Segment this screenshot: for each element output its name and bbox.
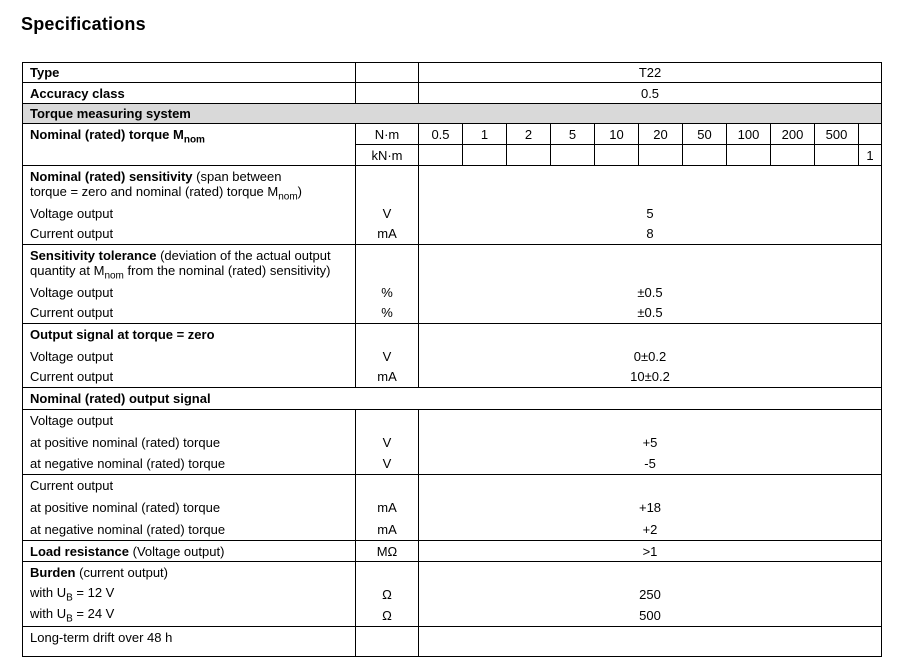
zero-signal-current-value: 10±0.2: [630, 369, 670, 385]
burden-12v-value: 250: [639, 586, 661, 602]
current-output-block-value-cell: [419, 475, 882, 497]
burden-24v-label-subscript: B: [66, 613, 73, 625]
row-section-torque-measuring-system: [23, 104, 882, 124]
tolerance-header-value-cell: [419, 245, 882, 282]
torque-value-cell: 1: [463, 124, 507, 145]
voltage-positive-unit: V: [356, 432, 419, 453]
current-negative-unit: mA: [356, 519, 419, 541]
row-current-positive: [23, 497, 882, 519]
row-load-resistance: [23, 541, 882, 562]
torque-value-cell: [771, 145, 815, 166]
torque-value-cell: [595, 145, 639, 166]
load-resistance-unit: MΩ: [356, 541, 419, 562]
nominal-torque-unit-knm: kN·m: [356, 145, 419, 166]
voltage-negative-label: at negative nominal (rated) torque: [23, 453, 356, 475]
torque-value-cell: 200: [771, 124, 815, 145]
current-negative-value: +2: [642, 521, 658, 537]
burden-24v-unit: Ω: [356, 605, 419, 627]
tolerance-current-value: ±0.5: [637, 305, 663, 321]
row-partial-bottom: [23, 627, 882, 657]
tolerance-current-unit: %: [356, 303, 419, 324]
burden-12v-label-subscript: B: [66, 592, 73, 604]
sensitivity-voltage-label: Voltage output: [23, 203, 356, 224]
load-resistance-label-rest: (Voltage output): [129, 543, 225, 559]
torque-value-cell: [639, 145, 683, 166]
row-zero-signal-voltage: [23, 346, 882, 367]
current-output-block-unit-cell: [356, 475, 419, 497]
tolerance-title-line2: quantity at M: [30, 263, 105, 279]
row-sensitivity-current: [23, 224, 882, 245]
voltage-output-block-unit-cell: [356, 410, 419, 432]
torque-value-cell: [507, 145, 551, 166]
sensitivity-current-unit: mA: [356, 224, 419, 245]
voltage-output-block-title: Voltage output: [23, 410, 356, 432]
voltage-negative-value: -5: [644, 455, 656, 471]
tolerance-current-label: Current output: [23, 303, 356, 324]
burden-header-value-cell: [419, 562, 882, 584]
partial-bottom-value-cell: [419, 627, 882, 657]
row-accuracy-class: [23, 83, 882, 104]
burden-12v-unit: Ω: [356, 584, 419, 605]
torque-value-cell: 50: [683, 124, 727, 145]
voltage-positive-value: +5: [642, 434, 658, 450]
zero-signal-current-label: Current output: [23, 367, 356, 388]
row-voltage-negative: [23, 453, 882, 475]
torque-section-header: Torque measuring system: [23, 104, 882, 124]
torque-value-cell: 5: [551, 124, 595, 145]
type-unit-cell: [356, 63, 419, 83]
tolerance-title-subscript: nom: [104, 270, 124, 282]
voltage-negative-unit: V: [356, 453, 419, 475]
sensitivity-header-value-cell: [419, 166, 882, 203]
torque-value-cell: [419, 145, 463, 166]
type-value: T22: [638, 65, 662, 80]
torque-value-cell: 2: [507, 124, 551, 145]
torque-value-cell: [727, 145, 771, 166]
tolerance-title: Sensitivity tolerance: [30, 248, 157, 264]
load-resistance-label: [23, 541, 356, 562]
sensitivity-voltage-unit: V: [356, 203, 419, 224]
row-sensitivity-header: [23, 166, 882, 203]
current-negative-label: at negative nominal (rated) torque: [23, 519, 356, 541]
zero-signal-voltage-unit: V: [356, 346, 419, 367]
sensitivity-title-line2: torque = zero and nominal (rated) torque M: [30, 184, 279, 199]
zero-signal-voltage-label: Voltage output: [23, 346, 356, 367]
sensitivity-title-line2-end: ): [297, 184, 303, 199]
row-voltage-output-block-title: [23, 410, 882, 432]
tolerance-header-unit-cell: [356, 245, 419, 282]
row-type: [23, 63, 882, 83]
nominal-torque-unit-nm: N·m: [356, 124, 419, 145]
row-nominal-output-header: [23, 388, 882, 410]
specifications-table: [22, 62, 882, 657]
zero-signal-voltage-value: 0±0.2: [633, 348, 667, 364]
torque-value-cell: [859, 124, 882, 145]
voltage-output-block-value-cell: [419, 410, 882, 432]
nominal-torque-label-subscript: nom: [183, 134, 205, 146]
burden-title-rest: (current output): [75, 565, 168, 581]
page-title: Specifications: [21, 14, 146, 34]
load-resistance-label-bold: Load resistance: [30, 543, 129, 559]
tolerance-voltage-unit: %: [356, 282, 419, 303]
current-positive-label: at positive nominal (rated) torque: [23, 497, 356, 519]
sensitivity-current-value: 8: [646, 226, 654, 242]
burden-header-unit-cell: [356, 562, 419, 584]
torque-value-cell: 20: [639, 124, 683, 145]
type-label: Type: [23, 63, 356, 83]
torque-value-cell: 500: [815, 124, 859, 145]
sensitivity-current-label: Current output: [23, 224, 356, 245]
accuracy-class-label: Accuracy class: [23, 83, 356, 104]
tolerance-voltage-label: Voltage output: [23, 282, 356, 303]
burden-12v-label-post: = 12 V: [72, 584, 115, 600]
partial-bottom-unit-cell: [356, 627, 419, 657]
row-tolerance-header: [23, 245, 882, 282]
tolerance-title-line2-end: from the nominal (rated) sensitivity): [123, 263, 331, 279]
voltage-positive-label: at positive nominal (rated) torque: [23, 432, 356, 453]
current-output-block-title: Current output: [23, 475, 356, 497]
sensitivity-title-rest: (span between: [192, 169, 282, 184]
sensitivity-title: Nominal (rated) sensitivity: [30, 169, 193, 184]
torque-value-cell: [683, 145, 727, 166]
nominal-torque-label: [23, 124, 356, 166]
nominal-torque-label-text: Nominal (rated) torque M: [30, 127, 184, 142]
sensitivity-voltage-value: 5: [646, 205, 654, 221]
nominal-output-header: Nominal (rated) output signal: [23, 388, 882, 410]
burden-24v-label-pre: with U: [30, 606, 67, 622]
row-voltage-positive: [23, 432, 882, 453]
row-burden-12v: [23, 584, 882, 605]
burden-12v-label: [23, 584, 356, 605]
torque-value-cell: 100: [727, 124, 771, 145]
burden-24v-label-post: = 24 V: [72, 606, 115, 622]
torque-value-cell: 10: [595, 124, 639, 145]
partial-bottom-label: Long-term drift over 48 h: [23, 627, 356, 657]
torque-value-cell: 0.5: [419, 124, 463, 145]
row-current-output-block-title: [23, 475, 882, 497]
sensitivity-title-subscript: nom: [278, 191, 298, 203]
tolerance-header-label: [23, 245, 356, 282]
torque-value-cell: 1: [859, 145, 882, 166]
row-tolerance-current: [23, 303, 882, 324]
row-burden-header: [23, 562, 882, 584]
row-zero-signal-current: [23, 367, 882, 388]
burden-title: Burden: [30, 565, 76, 581]
row-burden-24v: [23, 605, 882, 627]
tolerance-title-rest: (deviation of the actual output: [156, 248, 331, 264]
row-zero-signal-header: [23, 324, 882, 346]
row-nominal-torque-nm: [23, 124, 882, 145]
burden-24v-value: 500: [639, 607, 661, 623]
torque-value-cell: [463, 145, 507, 166]
tolerance-voltage-value: ±0.5: [637, 284, 663, 300]
row-current-negative: [23, 519, 882, 541]
current-positive-value: +18: [638, 500, 662, 516]
zero-signal-header-value-cell: [419, 324, 882, 346]
sensitivity-header-label: [23, 166, 356, 203]
torque-value-cell: [815, 145, 859, 166]
current-positive-unit: mA: [356, 497, 419, 519]
zero-signal-current-unit: mA: [356, 367, 419, 388]
burden-header-label: [23, 562, 356, 584]
sensitivity-header-unit-cell: [356, 166, 419, 203]
zero-signal-header-unit-cell: [356, 324, 419, 346]
burden-24v-label: [23, 605, 356, 627]
torque-value-cell: [551, 145, 595, 166]
row-sensitivity-voltage: [23, 203, 882, 224]
zero-signal-title: Output signal at torque = zero: [23, 324, 356, 346]
accuracy-class-value: 0.5: [419, 83, 882, 104]
accuracy-class-unit-cell: [356, 83, 419, 104]
row-tolerance-voltage: [23, 282, 882, 303]
load-resistance-value: >1: [419, 541, 882, 562]
burden-12v-label-pre: with U: [30, 584, 67, 600]
